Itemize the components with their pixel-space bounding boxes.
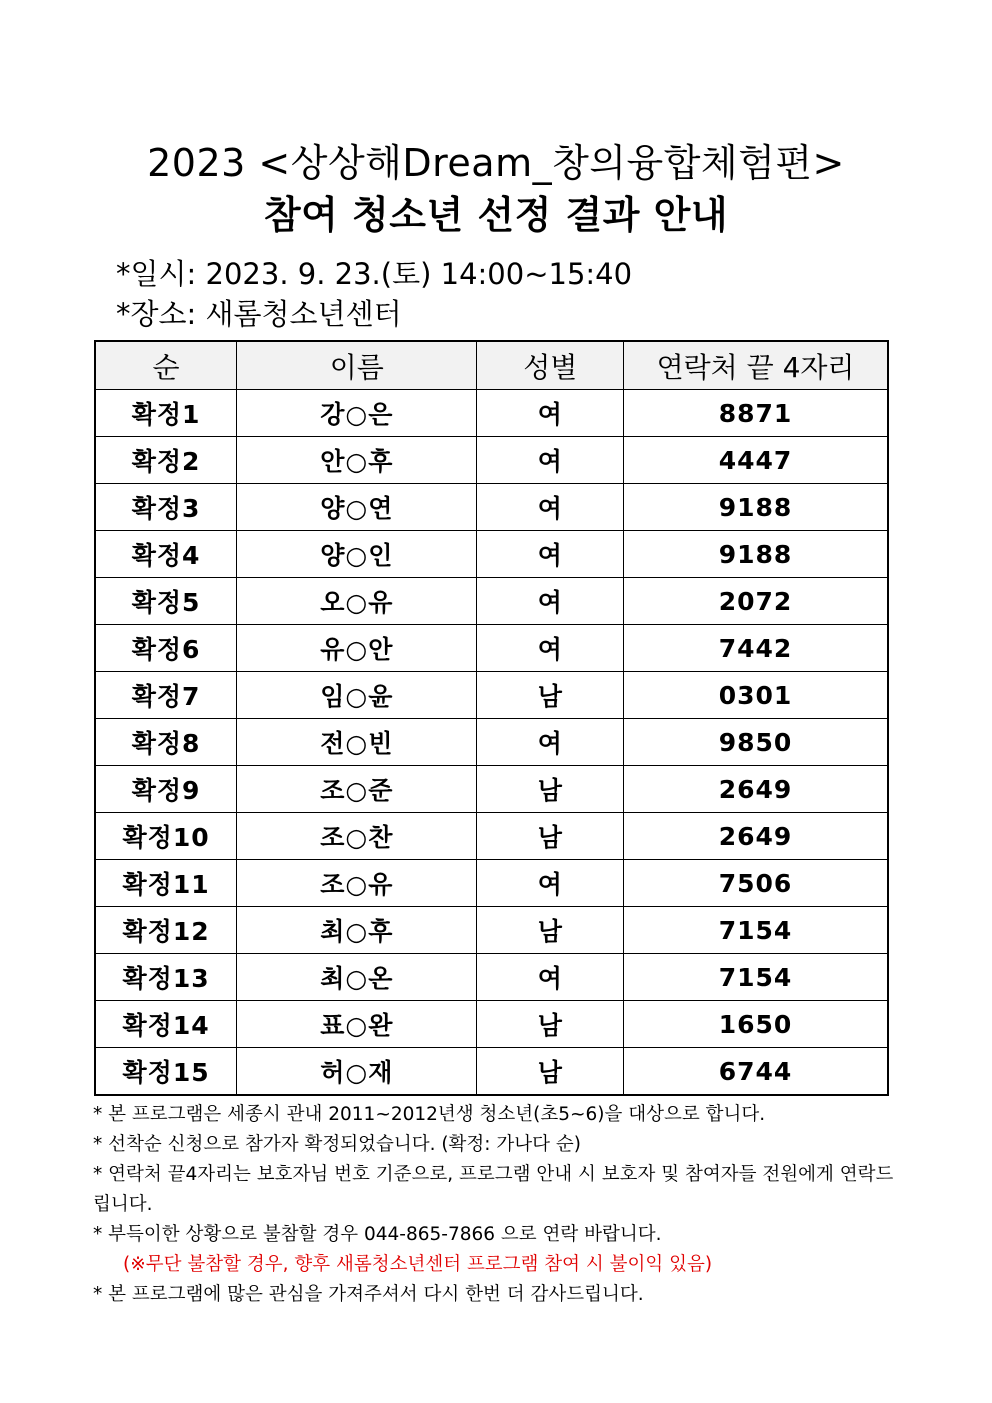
cell-order: 확정10	[95, 813, 237, 860]
cell-phone-last4: 7506	[624, 860, 888, 907]
cell-order: 확정7	[95, 672, 237, 719]
cell-phone-last4: 1650	[624, 1001, 888, 1048]
cell-name: 조○찬	[237, 813, 477, 860]
cell-phone-last4: 8871	[624, 390, 888, 437]
note-contact: * 연락처 끝4자리는 보호자님 번호 기준으로, 프로그램 안내 시 보호자 및 참여자들 전원에게 연락드립니다.	[93, 1164, 894, 1215]
cell-gender: 여	[477, 860, 624, 907]
cell-gender: 남	[477, 1001, 624, 1048]
document-title-line2: 참여 청소년 선정 결과 안내	[263, 193, 729, 237]
cell-name: 오○유	[237, 578, 477, 625]
table-row	[95, 1001, 888, 1048]
cell-name: 최○온	[237, 954, 477, 1001]
cell-order: 확정6	[95, 625, 237, 672]
header-phone-last4: 연락처 끝 4자리	[624, 341, 888, 390]
cell-phone-last4: 2649	[624, 766, 888, 813]
cell-phone-last4: 2072	[624, 578, 888, 625]
cell-phone-last4: 4447	[624, 437, 888, 484]
cell-name: 조○유	[237, 860, 477, 907]
cell-phone-last4: 7442	[624, 625, 888, 672]
cell-order: 확정8	[95, 719, 237, 766]
table-row	[95, 672, 888, 719]
header-name: 이름	[237, 341, 477, 390]
cell-order: 확정4	[95, 531, 237, 578]
cell-order: 확정1	[95, 390, 237, 437]
cell-name: 허○재	[237, 1048, 477, 1096]
cell-order: 확정13	[95, 954, 237, 1001]
cell-order: 확정15	[95, 1048, 237, 1096]
cell-name: 최○후	[237, 907, 477, 954]
table-row	[95, 907, 888, 954]
participant-table	[94, 340, 889, 1096]
table-row	[95, 484, 888, 531]
cell-phone-last4: 7154	[624, 907, 888, 954]
event-place: *장소: 새롬청소년센터	[116, 297, 402, 331]
cell-gender: 남	[477, 907, 624, 954]
cell-name: 표○완	[237, 1001, 477, 1048]
cell-phone-last4: 9188	[624, 531, 888, 578]
header-order: 순	[95, 341, 237, 390]
notes-section	[93, 1100, 899, 1310]
note-target-group: * 본 프로그램은 세종시 관내 2011~2012년생 청소년(초5~6)을 대상으로 합니다.	[93, 1104, 766, 1125]
cell-order: 확정9	[95, 766, 237, 813]
note-absence: * 부득이한 상황으로 불참할 경우 044-865-7866 으로 연락 바랍니다.	[93, 1224, 662, 1245]
table-header-row	[95, 341, 888, 390]
cell-phone-last4: 7154	[624, 954, 888, 1001]
note-first-come: * 선착순 신청으로 참가자 확정되었습니다. (확정: 가나다 순)	[93, 1134, 581, 1155]
event-date: *일시: 2023. 9. 23.(토) 14:00~15:40	[116, 257, 633, 291]
cell-name: 양○인	[237, 531, 477, 578]
table-row	[95, 1048, 888, 1096]
cell-name: 조○준	[237, 766, 477, 813]
table-row	[95, 625, 888, 672]
table-row	[95, 437, 888, 484]
table-row	[95, 719, 888, 766]
table-row	[95, 390, 888, 437]
note-thanks: * 본 프로그램에 많은 관심을 가져주셔서 다시 한번 더 감사드립니다.	[93, 1284, 644, 1305]
table-row	[95, 813, 888, 860]
cell-gender: 여	[477, 390, 624, 437]
cell-gender: 여	[477, 578, 624, 625]
cell-name: 전○빈	[237, 719, 477, 766]
cell-name: 양○연	[237, 484, 477, 531]
cell-order: 확정3	[95, 484, 237, 531]
table-row	[95, 578, 888, 625]
cell-gender: 여	[477, 531, 624, 578]
cell-gender: 남	[477, 813, 624, 860]
cell-gender: 여	[477, 954, 624, 1001]
cell-gender: 남	[477, 1048, 624, 1096]
note-penalty-warning: (※무단 불참할 경우, 향후 새롬청소년센터 프로그램 참여 시 불이익 있음)	[123, 1254, 713, 1275]
cell-order: 확정2	[95, 437, 237, 484]
cell-name: 유○안	[237, 625, 477, 672]
table-row	[95, 954, 888, 1001]
cell-gender: 여	[477, 437, 624, 484]
document-title-line1: 2023 <상상해Dream_창의융합체험편>	[147, 141, 845, 185]
cell-phone-last4: 6744	[624, 1048, 888, 1096]
cell-phone-last4: 0301	[624, 672, 888, 719]
cell-phone-last4: 9188	[624, 484, 888, 531]
cell-gender: 여	[477, 625, 624, 672]
table-row	[95, 531, 888, 578]
table-row	[95, 860, 888, 907]
cell-gender: 남	[477, 672, 624, 719]
cell-order: 확정5	[95, 578, 237, 625]
cell-order: 확정11	[95, 860, 237, 907]
cell-phone-last4: 2649	[624, 813, 888, 860]
cell-gender: 여	[477, 484, 624, 531]
cell-phone-last4: 9850	[624, 719, 888, 766]
header-gender: 성별	[477, 341, 624, 390]
cell-name: 강○은	[237, 390, 477, 437]
cell-name: 안○후	[237, 437, 477, 484]
cell-name: 임○윤	[237, 672, 477, 719]
cell-order: 확정14	[95, 1001, 237, 1048]
cell-gender: 남	[477, 766, 624, 813]
cell-order: 확정12	[95, 907, 237, 954]
cell-gender: 여	[477, 719, 624, 766]
table-body	[95, 390, 888, 1096]
table-row	[95, 766, 888, 813]
